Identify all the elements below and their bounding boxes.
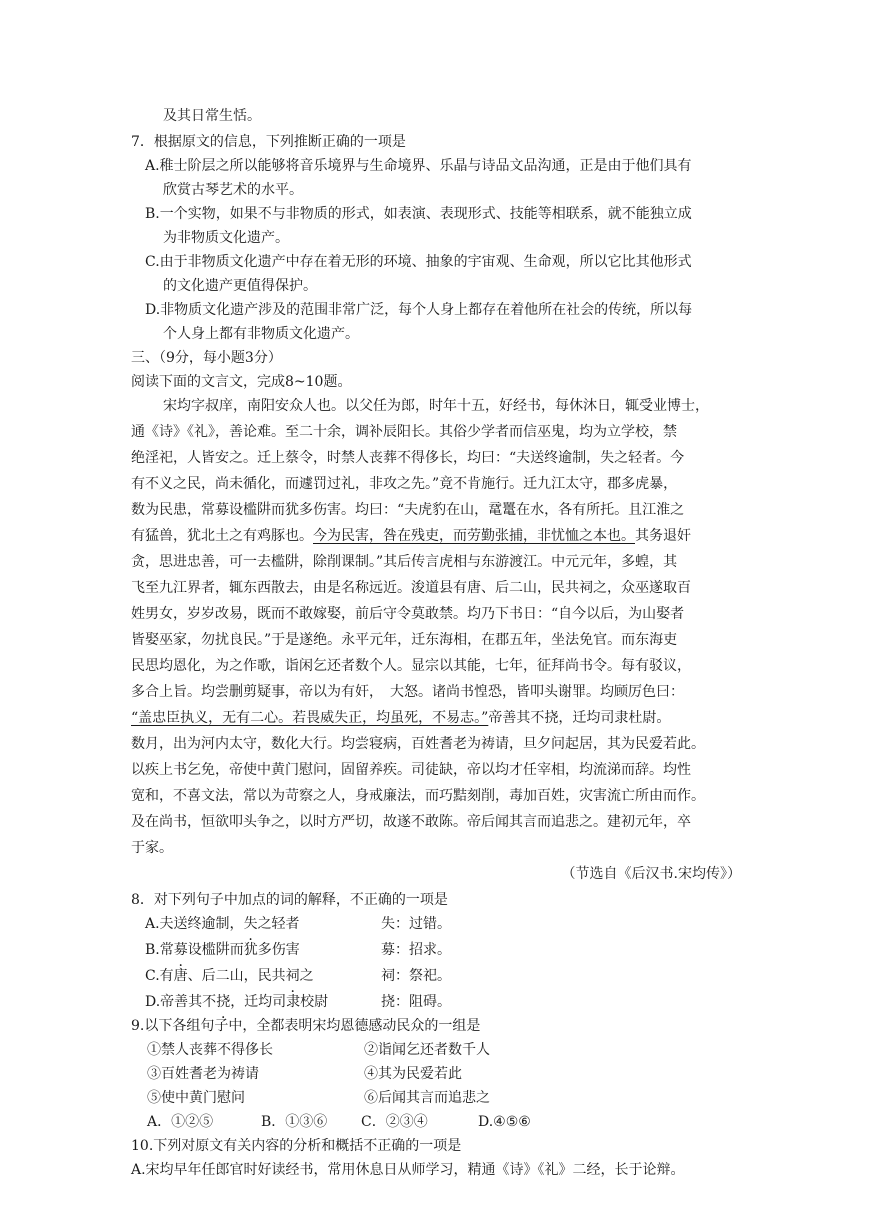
passage-line-3: 绝淫祀，人皆安之。迁上蔡令，时禁人丧葬不得侈长，均曰：“夫送终逾制，失之轻者。今 (131, 450, 685, 466)
passage-line-6-start: 有猛兽，犹北土之有鸡豚也。 (131, 528, 313, 544)
passage-line-5: 数为民患，常募设槛阱而犹多伤害。均曰：“夫虎豹在山，鼋鼍在水，各有所托。且江淮之 (131, 502, 685, 518)
q9-option-a: A．①②⑤ (147, 1114, 214, 1130)
passage-line-17: 及在尚书，恒欲叩头争之，以时方严切，故遂不敢陈。帝后闻其言而追悲之。建初元年，卒 (131, 814, 691, 830)
q8-b-text-pre: B.常 (145, 942, 174, 958)
passage-underlined-sentence-1: 今为民害，咎在残吏，而劳勤张捕，非忧恤之本也。 (313, 528, 635, 544)
q7-stem: 7．根据原文的信息，下列推断正确的一项是 (131, 134, 406, 150)
q8-a-text-post: 之轻者 (257, 916, 300, 932)
section3-intro: 阅读下面的文言文，完成8~10题。 (131, 374, 352, 390)
passage-line-13-end: 帝善其不挠，迁均司隶杜尉。 (488, 710, 671, 726)
q9-item-2: ②诣闻乞还者数千人 (364, 1042, 490, 1058)
q9-option-c: C．②③④ (361, 1114, 428, 1130)
q7-option-d-line2: 个人身上都有非物质文化遗产。 (163, 326, 359, 342)
passage-line-10: 皆娶巫家，勿扰良民。”于是遂绝。永平元年，迁东海相，在郡五年，坐法免官。而东海吏 (131, 632, 678, 648)
q8-stem: 8．对下列句子中加点的词的解释，不正确的一项是 (131, 892, 448, 908)
q10-stem: 10.下列对原文有关内容的分析和概括不正确的一项是 (131, 1138, 462, 1154)
q8-option-a (145, 912, 300, 936)
q8-a-text-pre: A.夫送终逾制， (145, 916, 244, 932)
q8-option-c (145, 964, 314, 988)
q8-d-explanation: 挠：阻碍。 (381, 994, 451, 1010)
q8-c-explanation: 祠：祭祀。 (381, 968, 451, 984)
passage-line-4: 有不义之民，尚未循化，而遽罚过礼，非攻之先。”竟不肯施行。迁九江太守，郡多虎暴， (131, 476, 678, 492)
q8-c-text-pre: C.有唐、后二山，民共 (145, 968, 286, 984)
q9-item-5: ⑤使中黄门慰问 (147, 1090, 245, 1106)
passage-line-1: 宋均字叔庠，南阳安众人也。以父任为郎，时年十五，好经书，每休沐日，辄受业博士， (163, 398, 709, 414)
passage-line-16: 宽和，不喜文法，常以为苛察之人，身戒廉法，而巧黠刻削，毒加百姓，灾害流亡所由而作。 (131, 788, 705, 804)
q9-item-6: ⑥后闻其言而追悲之 (364, 1090, 490, 1106)
q7-option-c-line2: 的文化遗产更值得保护。 (163, 278, 317, 294)
q10-option-a: A.宋均早年任郎官时好读经书，常用休息日从师学习，精通《诗》《礼》二经，长于论辩。 (131, 1162, 685, 1178)
q8-c-text-post: 之 (299, 968, 314, 984)
passage-line-14: 数月，出为河内太守，数化大行。均尝寝病，百姓耆老为祷请，旦夕问起居，其为民爱若此。 (131, 736, 705, 752)
q8-d-text-post: ，迁均司隶校尉 (230, 994, 329, 1010)
passage-line-15: 以疾上书乞免，帝使中黄门慰问，固留养疾。司徒缺，帝以均才任宰相，均流涕而辞。均性 (131, 762, 691, 778)
q8-b-text-post: 设槛阱而犹多伤害 (187, 942, 300, 958)
q6-tail-text: 及其日常生恬。 (163, 108, 261, 124)
q8-option-b (145, 938, 300, 962)
passage-line-6 (131, 524, 691, 548)
q9-item-1: ①禁人丧葬不得侈长 (147, 1042, 273, 1058)
q8-a-explanation: 失：过错。 (381, 916, 451, 932)
q8-option-d (145, 990, 328, 1014)
q8-a-dotted-word: 失 (243, 916, 258, 932)
q9-stem: 9.以下各组句子中，全都表明宋均恩德感动民众的一组是 (131, 1018, 481, 1034)
q9-item-4: ④其为民爱若此 (364, 1066, 462, 1082)
passage-source: （节选自《后汉书.宋均传》） (561, 866, 741, 882)
q9-option-d: D.④⑤⑥ (478, 1114, 531, 1130)
q7-option-c-line1: C.由于非物质文化遗产中存在着无形的环境、抽象的宇宙观、生命观，所以它比其他形式 (145, 254, 692, 270)
q7-option-a-line1: A.稚士阶层之所以能够将音乐境界与生命境界、乐晶与诗品文品沟通，正是由于他们具有 (145, 158, 692, 174)
passage-line-9: 姓男女，岁岁改易，既而不敢嫁娶，前后守令莫敢禁。均乃下书日：“自今以后，为山娶者 (131, 606, 685, 622)
passage-line-13 (131, 706, 670, 730)
passage-line-12: 多合上旨。均尝删剪疑事，帝以为有奸， 大怒。诸尚书惶恐，皆叩头谢罪。均顾厉色曰： (131, 684, 684, 700)
q8-c-dotted-word: 祠 (285, 968, 300, 984)
passage-line-2: 通《诗》《礼》，善论难。至二十余，调补辰阳长。其俗少学者而信巫鬼，均为立学校，禁 (131, 424, 677, 440)
q7-option-d-line1: D.非物质文化遗产涉及的范围非常广泛，每个人身上都存在着他所在社会的传统，所以每 (145, 302, 693, 318)
passage-line-8: 飞至九江界者，辄东西散去，由是名称远近。浚道县有唐、后二山，民共祠之，众巫遂取百 (131, 580, 691, 596)
q7-option-b-line1: B.一个实物，如果不与非物质的形式，如表演、表现形式、技能等相联系，就不能独立成 (145, 206, 692, 222)
q8-b-dotted-word: 募 (173, 942, 188, 958)
q8-d-text-pre: D.帝善其不 (145, 994, 217, 1010)
q8-b-explanation: 募：招求。 (381, 942, 451, 958)
section3-heading: 三、（9分，每小题3分） (131, 350, 282, 366)
passage-line-7: 贪，思进忠善，可一去槛阱，除削课制。”其后传言虎相与东游渡江。中元元年，多蝗，其 (131, 554, 678, 570)
q7-option-a-line2: 欣赏古琴艺术的水平。 (163, 182, 303, 198)
q9-item-3: ③百姓耆老为祷请 (147, 1066, 259, 1082)
passage-line-6-end: 其务退奸 (635, 528, 691, 544)
q8-d-dotted-word: 挠 (216, 994, 231, 1010)
passage-underlined-sentence-2: “盖忠臣执义，无有二心。若畏威失正，均虽死，不易志。” (131, 710, 489, 726)
q7-option-b-line2: 为非物质文化遗产。 (163, 230, 289, 246)
passage-line-11: 民思均恩化，为之作歌，诣闲乞还者数个人。显宗以其能，七年，征拜尚书令。每有驳议， (131, 658, 691, 674)
passage-line-18: 于家。 (131, 840, 173, 856)
q9-option-b: B．①③⑥ (261, 1114, 328, 1130)
